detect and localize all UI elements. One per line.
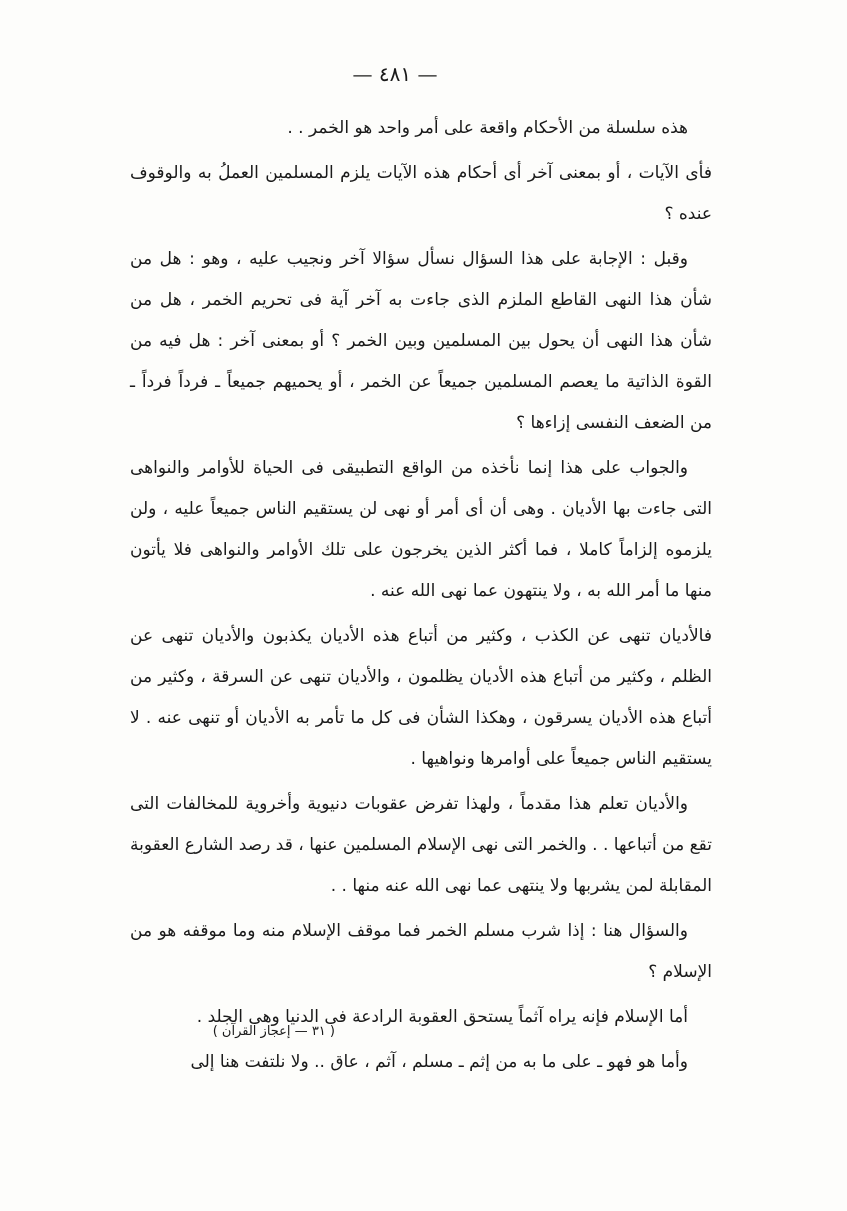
- paragraph-3: وقبل : الإجابة على هذا السؤال نسأل سؤالا آخر ونجيب عليه ، وهو : هل من شأن هذا النهى القاطع الملزم الذى جاءت به آخر آية فى تحريم الخمر ، هل من شأن هذا النهى أن يحول بين المسلمين وبين الخمر ؟ أو بمعنى آخر : هل فيه من القوة الذاتية ما يعصم المسلمين جميعاً عن الخمر ، أو يحميهم جميعاً ـ فرداً فرداً ـ من الضعف النفسى إزاءها ؟: [130, 249, 712, 433]
- paragraph-5: فالأديان تنهى عن الكذب ، وكثير من أتباع هذه الأديان يكذبون والأديان تنهى عن الظلم ، وكثير من أتباع هذه الأديان يظلمون ، والأديان تنهى عن السرقة ، وكثير من أتباع هذه الأديان يسرقون ، وهكذا الشأن فى كل ما تأمر به الأديان أو تنهى عنه . لا يستقيم الناس جميعاً على أوامرها ونواهيها .: [130, 626, 712, 769]
- paragraph-9: وأما هو فهو ـ على ما به من إثم ـ مسلم ، آثم ، عاق .. ولا نلتفت هنا إلى: [190, 1052, 688, 1072]
- page-footer: ( ٣١ — إعجاز القرآن ): [212, 1024, 335, 1039]
- paragraph-8: أما الإسلام فإنه يراه آثماً يستحق العقوبة الرادعة فى الدنيا وهى الجلد .: [196, 1007, 688, 1027]
- paragraph-7: والسؤال هنا : إذا شرب مسلم الخمر فما موقف الإسلام منه وما موقفه هو من الإسلام ؟: [130, 921, 712, 982]
- paragraph-2: فأى الآيات ، أو بمعنى آخر أى أحكام هذه الآيات يلزم المسلمين العملُ به والوقوف عنده ؟: [130, 163, 712, 224]
- paragraph-1: هذه سلسلة من الأحكام واقعة على أمر واحد هو الخمر . .: [287, 118, 688, 138]
- paragraph-6: والأديان تعلم هذا مقدماً ، ولهذا تفرض عقوبات دنيوية وأخروية للمخالفات التى تقع من أتباعها . . والخمر التى نهى الإسلام المسلمين عنها ، قد رصد الشارع العقوبة المقابلة لمن يشربها ولا ينتهى عما نهى الله عنه منها . .: [130, 794, 712, 896]
- page-number: — ٤٨١ —: [352, 62, 438, 86]
- paragraph-4: والجواب على هذا إنما نأخذه من الواقع التطبيقى فى الحياة للأوامر والنواهى التى جاءت بها الأديان . وهى أن أى أمر أو نهى لن يستقيم الناس جميعاً عليه ، ولن يلزموه إلزاماً كاملا ، فما أكثر الذين يخرجون على تلك الأوامر والنواهى فلا يأتون منها ما أمر الله به ، ولا ينتهون عما نهى الله عنه .: [130, 458, 712, 601]
- body-text: [130, 108, 712, 1083]
